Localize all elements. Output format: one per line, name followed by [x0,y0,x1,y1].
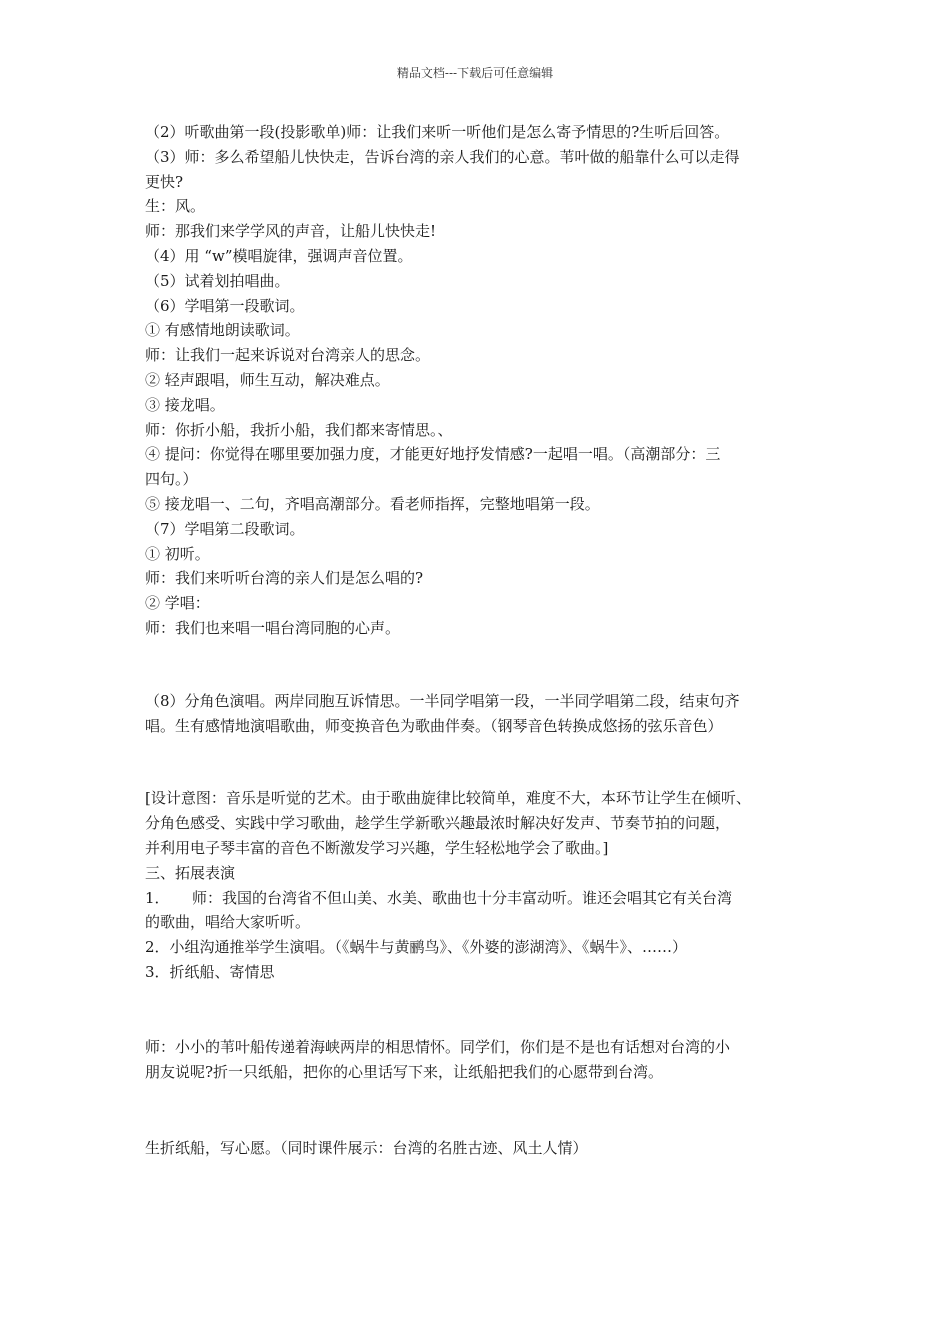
paragraph-line: （3）师：多么希望船儿快快走，告诉台湾的亲人我们的心意。苇叶做的船靠什么可以走得 [145,147,740,166]
paragraph-line: 2．小组沟通推举学生演唱。（《蜗牛与黄鹂鸟》、《外婆的澎湖湾》、《蜗牛》、……） [145,938,688,957]
paragraph-line: 师：我们来听听台湾的亲人们是怎么唱的? [145,569,424,588]
paragraph-line: （8）分角色演唱。两岸同胞互诉情思。一半同学唱第一段，一半同学唱第二段，结束句齐 [145,691,740,710]
blank-space [145,641,810,689]
blank-space [145,738,810,786]
blank-space [145,1084,810,1136]
paragraph-line: 更快? [145,172,184,191]
paragraph-line: 朋友说呢?折一只纸船，把你的心里话写下来，让纸船把我们的心愿带到台湾。 [145,1062,664,1081]
paragraph-line: （6）学唱第一段歌词。 [145,296,305,315]
paragraph-line: 四句。） [145,470,198,489]
paragraph-line: 3．折纸船、寄情思 [145,962,275,981]
paragraph-line: （5）试着划拍唱曲。 [145,271,290,290]
paragraph-line: 师：小小的苇叶船传递着海峡两岸的相思情怀。同学们，你们是不是也有话想对台湾的小 [145,1037,731,1056]
paragraph-line: 师：我们也来唱一唱台湾同胞的心声。 [145,618,401,637]
paragraph-line: 的歌曲，唱给大家听听。 [145,913,311,932]
paragraph-line: 生：风。 [145,197,206,216]
page-header: 精品文档---下载后可任意编辑 [396,66,554,80]
paragraph-line: ① 有感情地朗读歌词。 [145,321,300,340]
paragraph-line: ③ 接龙唱。 [145,395,225,414]
paragraph-line: 师：让我们一起来诉说对台湾亲人的思念。 [145,346,431,365]
paragraph-line: ② 轻声跟唱，师生互动，解决难点。 [145,370,390,389]
document-body [145,120,810,1161]
paragraph-line: （2）听歌曲第一段(投影歌单)师：让我们来听一听他们是怎么寄予情思的?生听后回答。 [145,123,730,141]
paragraph-line: ⑤ 接龙唱一、二句，齐唱高潮部分。看老师指挥，完整地唱第一段。 [145,494,600,513]
paragraph-line: 并利用电子琴丰富的音色不断激发学习兴趣，学生轻松地学会了歌曲。] [145,838,609,857]
blank-space [145,985,810,1035]
paragraph-line: （7）学唱第二段歌词。 [145,519,305,538]
paragraph-line: 唱。生有感情地演唱歌曲，师变换音色为歌曲伴奏。（钢琴音色转换成悠扬的弦乐音色） [145,716,723,735]
paragraph-line: 生折纸船，写心愿。（同时课件展示：台湾的名胜古迹、风土人情） [145,1139,588,1158]
section-heading: 三、拓展表演 [145,863,236,882]
paragraph-line: ② 学唱： [145,594,210,613]
paragraph-line: [设计意图：音乐是听觉的艺术。由于歌曲旋律比较简单，难度不大，本环节让学生在倾听、 [145,789,751,808]
paragraph-line: ④ 提问：你觉得在哪里要加强力度，才能更好地抒发情感?一起唱一唱。（高潮部分：三 [145,445,721,464]
paragraph-line: 1． 师：我国的台湾省不但山美、水美、歌曲也十分丰富动听。谁还会唱其它有关台湾 [145,888,733,907]
paragraph-line: 师：那我们来学学风的声音，让船儿快快走! [145,222,437,241]
paragraph-line: ① 初听。 [145,544,210,563]
paragraph-line: （4）用 “w”模唱旋律，强调声音位置。 [145,246,413,265]
paragraph-line: 师：你折小船，我折小船，我们都来寄情思。、 [145,420,453,439]
paragraph-line: 分角色感受、实践中学习歌曲，趁学生学新歌兴趣最浓时解决好发声、节奏节拍的问题， [145,814,731,833]
